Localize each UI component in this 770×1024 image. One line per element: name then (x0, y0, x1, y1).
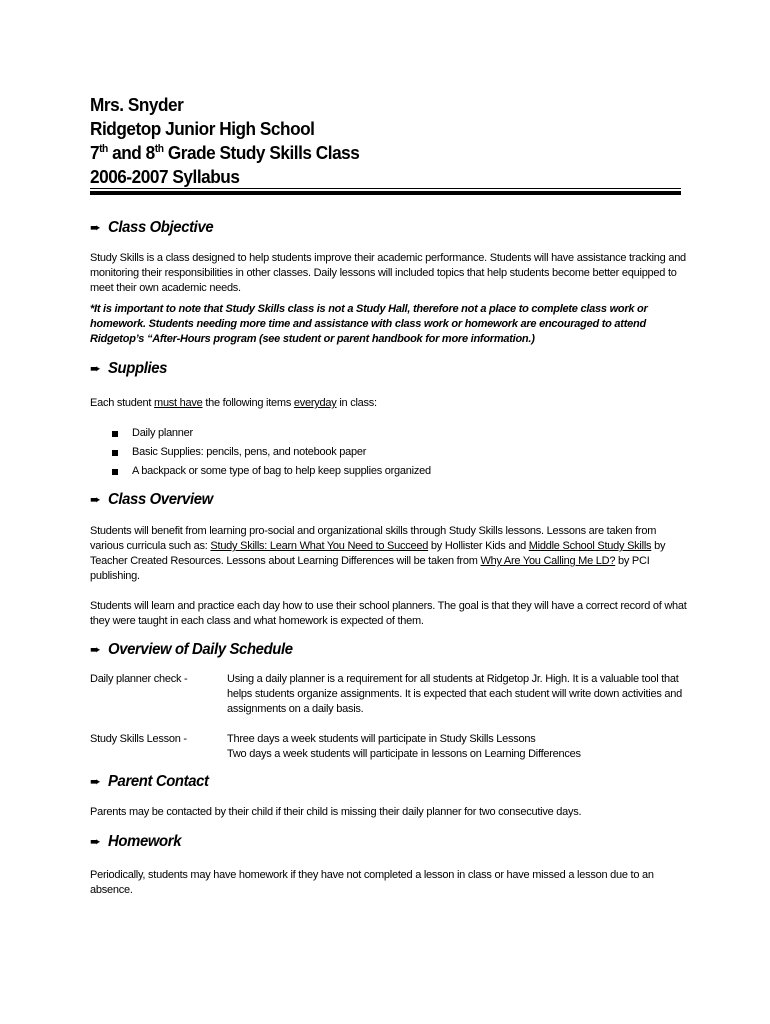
overview-paragraph-2: Students will learn and practice each day how to use their school planners. The goal is that they will have a correct record of what they were taught in each class and what homework is expected of them. (90, 600, 687, 627)
objective-note: *It is important to note that Study Skills class is not a Study Hall, therefore not a place to complete class work or homework. Students needing more time and assistance with class work or homework are encouraged to attend Ridgetop’s “After-Hours program (see student or parent handbook for more information.) (90, 303, 648, 345)
square-bullet-icon (112, 431, 118, 437)
section-heading-overview: ➨ Class Overview (90, 491, 213, 508)
square-bullet-icon (112, 450, 118, 456)
school-name: Ridgetop Junior High School (90, 118, 315, 139)
square-bullet-icon (112, 469, 118, 475)
syllabus-year: 2006-2007 Syllabus (90, 166, 240, 187)
class-name: 7th and 8th Grade Study Skills Class (90, 142, 360, 163)
arrow-right-icon: ➨ (90, 834, 101, 849)
schedule-text-lesson-1: Three days a week students will participate in Study Skills Lessons (227, 733, 536, 745)
section-heading-parent: ➨ Parent Contact (90, 773, 209, 790)
supplies-intro: Each student must have the following items everyday in class: (90, 397, 377, 409)
section-heading-schedule: ➨ Overview of Daily Schedule (90, 641, 293, 658)
schedule-text-lesson-2: Two days a week students will participate in lessons on Learning Differences (227, 748, 581, 760)
schedule-label-lesson: Study Skills Lesson - (90, 733, 187, 745)
list-item: A backpack or some type of bag to help keep supplies organized (112, 464, 431, 479)
overview-paragraph-1: Students will benefit from learning pro-social and organizational skills through Study Skills lessons. Lessons are taken from various curricula such as: Study Skills: Learn What You Need to Succeed by Hollister Kids and Middle School Study Skills by Teacher Created Resources. Lessons about Learning Differences will be taken from Why Are You Calling Me LD? by PCI publishing. (90, 525, 666, 582)
arrow-right-icon: ➨ (90, 361, 101, 376)
arrow-right-icon: ➨ (90, 774, 101, 789)
header-divider-thin (90, 188, 681, 189)
schedule-text-planner: Using a daily planner is a requirement for all students at Ridgetop Jr. High. It is a valuable tool that helps students organize assignments. It is expected that each student will write down activities and assignments on a daily basis. (227, 673, 682, 715)
header-divider-thick (90, 191, 681, 195)
arrow-right-icon: ➨ (90, 220, 101, 235)
section-heading-homework: ➨ Homework (90, 833, 182, 850)
section-heading-supplies: ➨ Supplies (90, 360, 168, 377)
section-heading-objective: ➨ Class Objective (90, 219, 214, 236)
list-item: Daily planner (112, 426, 193, 441)
schedule-label-planner: Daily planner check - (90, 673, 188, 685)
list-item: Basic Supplies: pencils, pens, and notebook paper (112, 445, 366, 460)
homework-paragraph: Periodically, students may have homework if they have not completed a lesson in class or have missed a lesson due to an absence. (90, 869, 654, 896)
parent-paragraph: Parents may be contacted by their child if their child is missing their daily planner for two consecutive days. (90, 806, 582, 818)
arrow-right-icon: ➨ (90, 492, 101, 507)
arrow-right-icon: ➨ (90, 642, 101, 657)
objective-paragraph: Study Skills is a class designed to help students improve their academic performance. Students will have assistance tracking and monitoring their responsibilities in other classes. Daily lessons will included topics that help students become better equipped to meet their own academic needs. (90, 252, 686, 294)
teacher-name: Mrs. Snyder (90, 94, 184, 115)
